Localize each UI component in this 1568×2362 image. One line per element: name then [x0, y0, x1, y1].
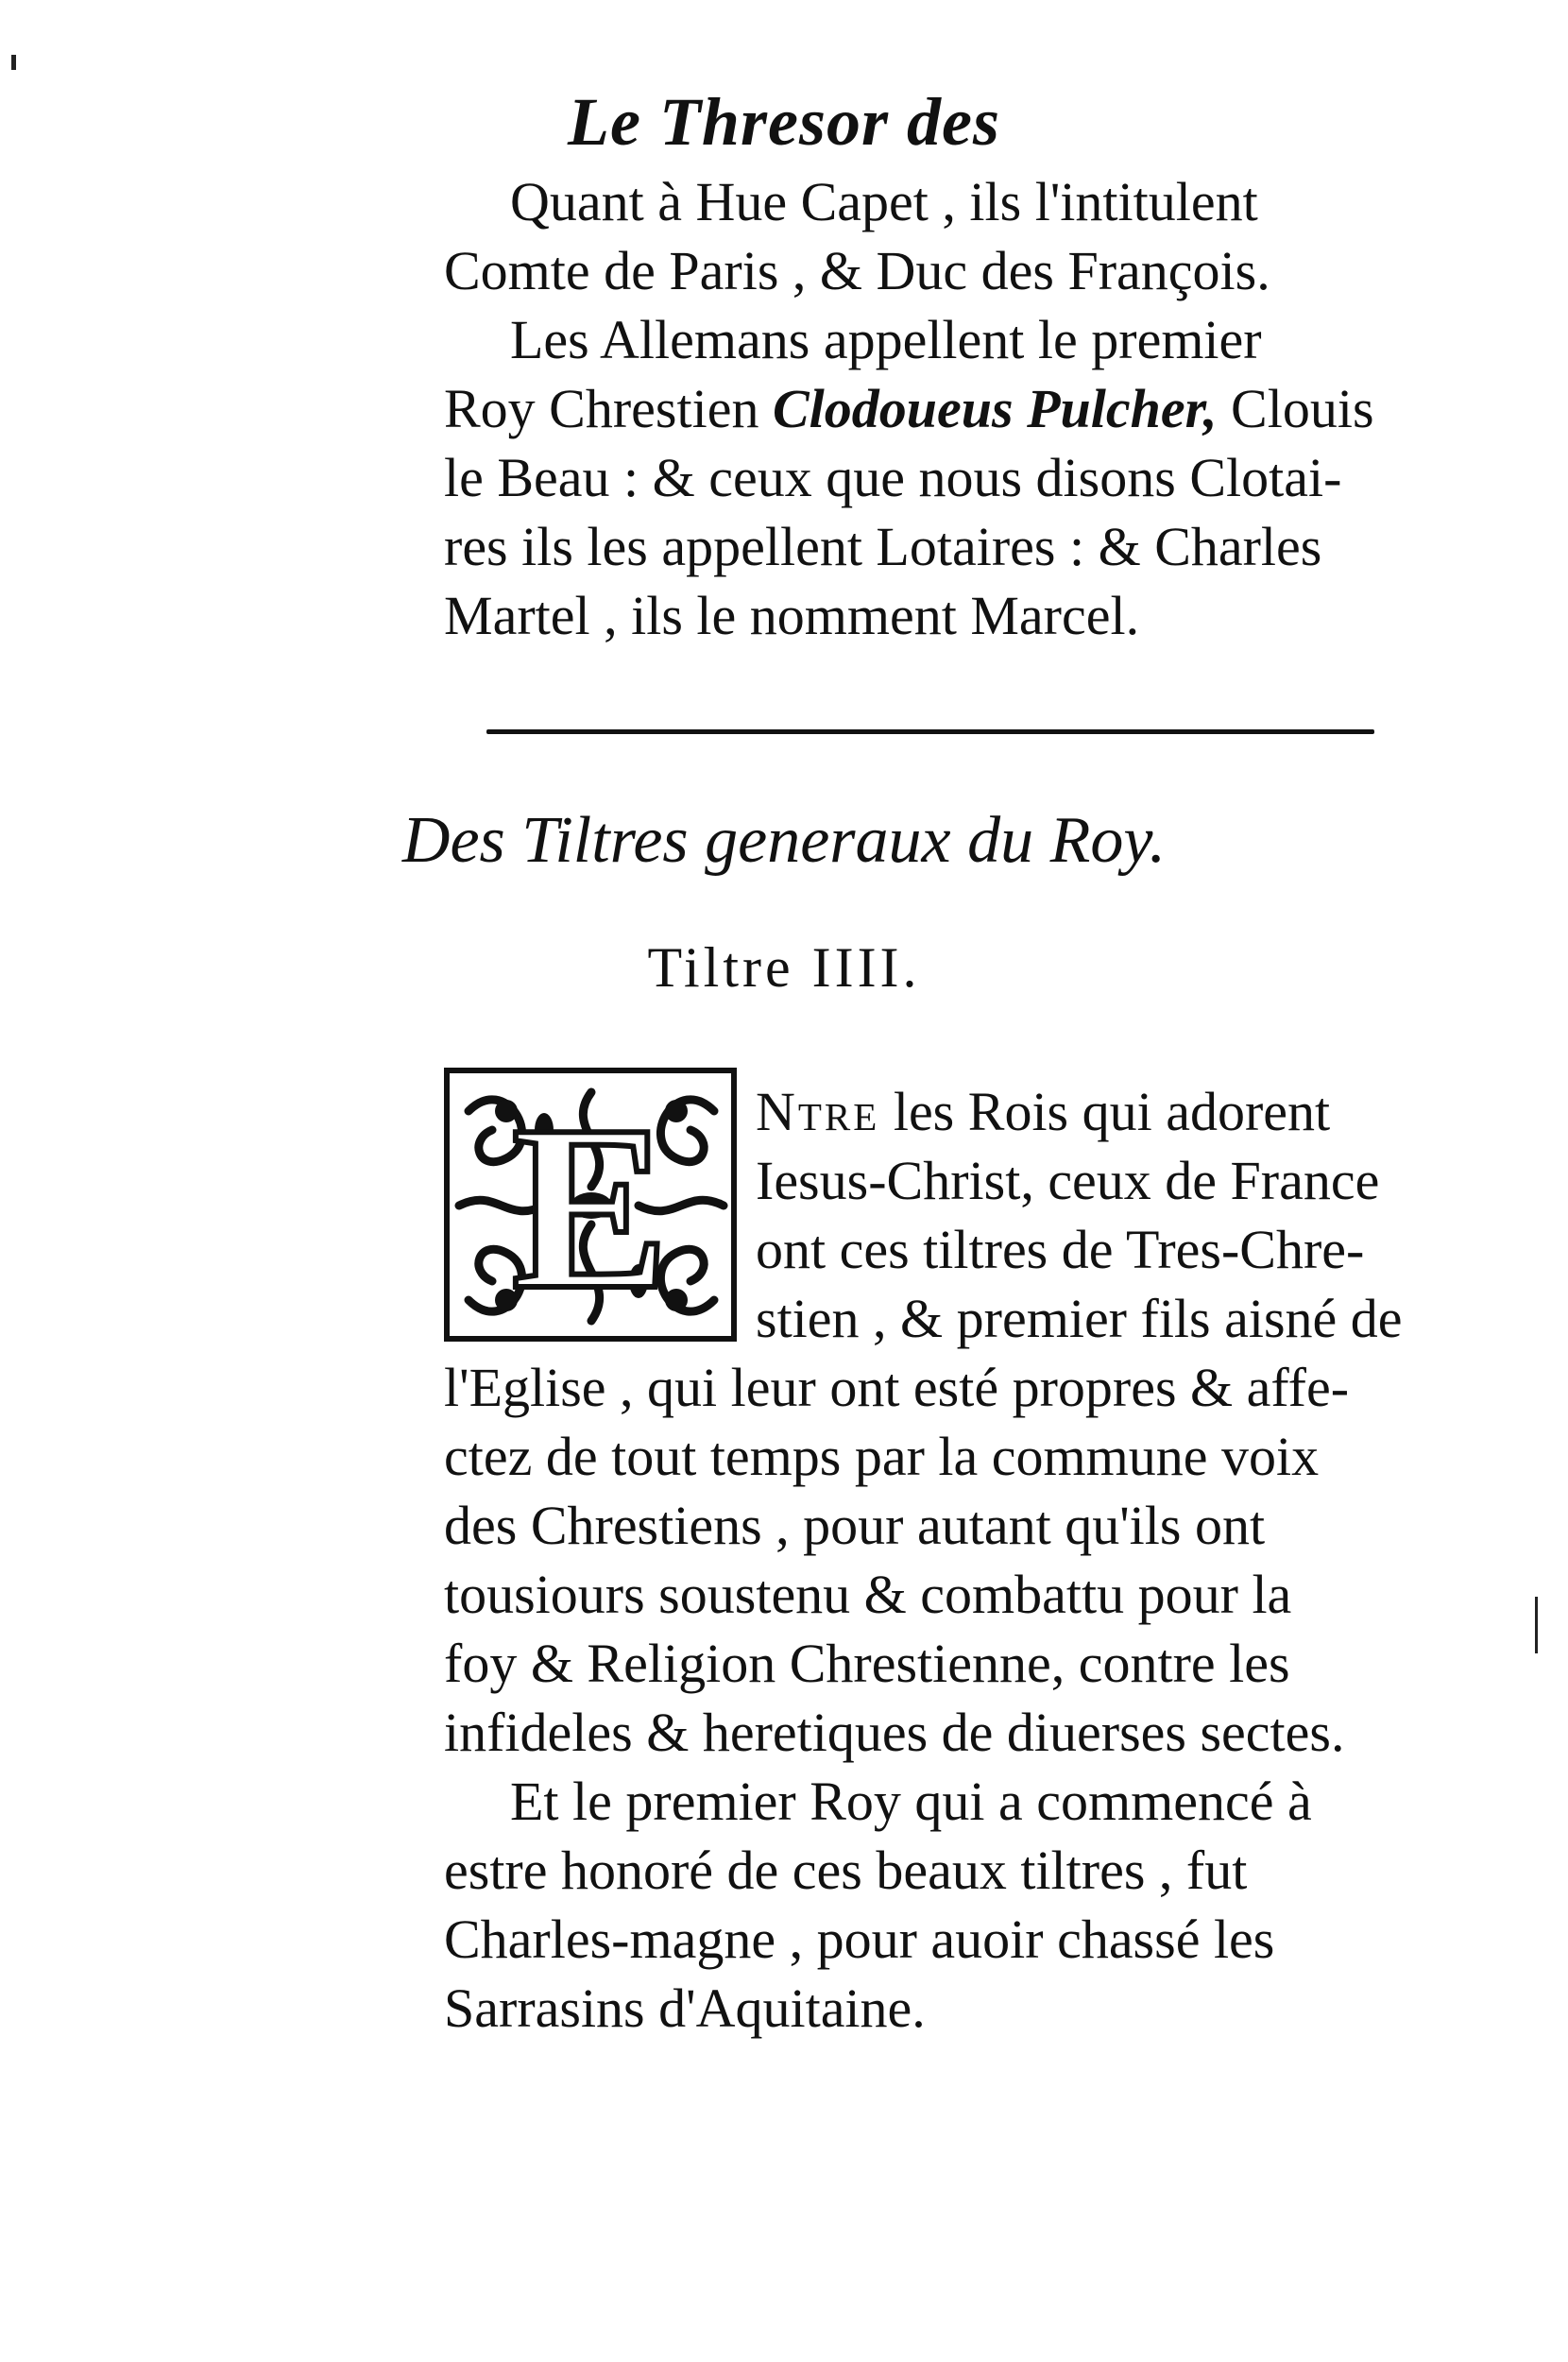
text-line: Sarrasins d'Aquitaine.: [444, 1977, 926, 2039]
text-line: Iesus-Christ, ceux de France: [756, 1150, 1380, 1211]
text-line: infideles & heretiques de diuerses sectes.: [444, 1702, 1345, 1763]
section-heading: Des Tiltres generaux du Roy.: [401, 804, 1167, 877]
decorated-initial: [444, 1068, 737, 1342]
text-line: foy & Religion Chrestienne, contre les: [444, 1633, 1290, 1694]
text-run: Clouis: [1231, 378, 1374, 439]
initial-letter: E: [511, 1077, 670, 1339]
text-run: les Rois qui adorent: [893, 1081, 1331, 1142]
text-line: [756, 1081, 1417, 1142]
text-line: Comte de Paris , & Duc des François.: [444, 240, 1270, 301]
section-divider: [486, 729, 1374, 734]
scan-speck: [1535, 1597, 1538, 1653]
text-line: ont ces tiltres de Tres-Chre-: [756, 1219, 1365, 1280]
text-line: res ils les appellent Lotaires : & Charles: [444, 516, 1322, 577]
text-line: Martel , ils le nomment Marcel.: [444, 585, 1140, 646]
text-line: l'Eglise , qui leur ont esté propres & affe-: [444, 1357, 1350, 1418]
text-line: Charles-magne , pour auoir chassé les: [444, 1908, 1275, 1970]
text-line: estre honoré de ces beaux tiltres , fut: [444, 1840, 1248, 1901]
latin-name: Clodoueus Pulcher,: [772, 378, 1218, 439]
text-line: stien , & premier fils aisné de: [756, 1288, 1403, 1349]
text-line: tousiours soustenu & combattu pour la: [444, 1564, 1292, 1625]
text-line: Et le premier Roy qui a commencé à: [510, 1771, 1312, 1832]
text-line: Les Allemans appellent le premier: [510, 309, 1262, 370]
scan-speck: [11, 55, 16, 70]
running-head: Le Thresor des: [568, 84, 1000, 160]
section-number: Tiltre IIII.: [647, 936, 921, 999]
text-line: Quant à Hue Capet , ils l'intitulent: [510, 171, 1258, 232]
text-run: Roy Chrestien: [444, 378, 759, 439]
text-line: ctez de tout temps par la commune voix: [444, 1426, 1320, 1487]
text-line: le Beau : & ceux que nous disons Clotai-: [444, 447, 1342, 508]
lead-small-caps: Ntre: [756, 1081, 880, 1142]
text-line: des Chrestiens , pour autant qu'ils ont: [444, 1495, 1266, 1556]
text-line: [444, 378, 1426, 439]
